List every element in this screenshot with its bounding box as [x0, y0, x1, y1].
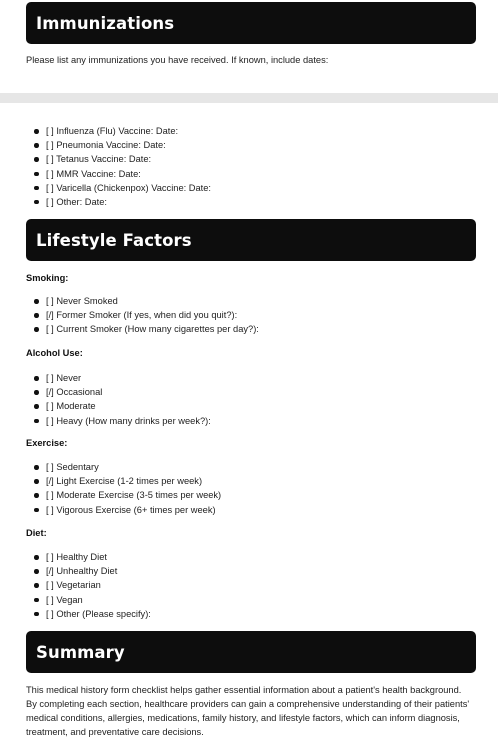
diet-label: Diet: — [26, 528, 47, 538]
list-item: [ ] Sedentary — [26, 460, 221, 474]
immunizations-intro: Please list any immunizations you have received. If known, include dates: — [26, 55, 329, 65]
bullet-icon — [34, 172, 39, 177]
section-header-immunizations — [26, 2, 476, 44]
bullet-icon — [34, 612, 39, 617]
immunizations-list — [26, 124, 211, 209]
section-title: Lifestyle Factors — [36, 230, 192, 250]
bullet-icon — [34, 129, 39, 134]
list-item: [ ] Other (Please specify): — [26, 607, 151, 621]
page-main — [0, 103, 498, 751]
page-break — [0, 93, 498, 103]
exercise-list — [26, 460, 221, 517]
page-top — [0, 0, 498, 93]
bullet-icon — [34, 143, 39, 148]
list-item: [ ] Varicella (Chickenpox) Vaccine: Date: — [26, 181, 211, 195]
list-item: [ ] Never — [26, 371, 211, 385]
list-item: [ ] Moderate Exercise (3-5 times per week) — [26, 488, 221, 502]
summary-text: This medical history form checklist helps gather essential information about a patient's health background. By completing each section, healthcare providers can gain a comprehensive understanding of their patients' medical conditions, allergies, medications, family history, and lifestyle factors, which can inform diagnosis, treatment, and preventative care decisions. — [26, 685, 470, 737]
bullet-icon — [34, 186, 39, 191]
list-item: [/] Light Exercise (1-2 times per week) — [26, 474, 221, 488]
alcohol-list — [26, 371, 211, 428]
list-item: [ ] Current Smoker (How many cigarettes per day?): — [26, 322, 259, 336]
section-header-summary — [26, 631, 476, 673]
bullet-icon — [34, 200, 39, 205]
section-header-lifestyle — [26, 219, 476, 261]
bullet-icon — [34, 479, 39, 484]
list-item: [/] Former Smoker (If yes, when did you quit?): — [26, 308, 259, 322]
list-item: [/] Occasional — [26, 385, 211, 399]
list-item: [ ] Vegetarian — [26, 578, 151, 592]
alcohol-label: Alcohol Use: — [26, 348, 83, 358]
bullet-icon — [34, 157, 39, 162]
bullet-icon — [34, 376, 39, 381]
list-item: [ ] Moderate — [26, 399, 211, 413]
bullet-icon — [34, 313, 39, 318]
bullet-icon — [34, 404, 39, 409]
smoking-label: Smoking: — [26, 273, 69, 283]
bullet-icon — [34, 327, 39, 332]
list-item: [/] Unhealthy Diet — [26, 564, 151, 578]
bullet-icon — [34, 493, 39, 498]
bullet-icon — [34, 465, 39, 470]
list-item: [ ] Vegan — [26, 593, 151, 607]
exercise-label: Exercise: — [26, 438, 68, 448]
list-item: [ ] Never Smoked — [26, 294, 259, 308]
list-item: [ ] MMR Vaccine: Date: — [26, 167, 211, 181]
list-item: [ ] Tetanus Vaccine: Date: — [26, 152, 211, 166]
bullet-icon — [34, 569, 39, 574]
list-item: [ ] Healthy Diet — [26, 550, 151, 564]
list-item: [ ] Other: Date: — [26, 195, 211, 209]
section-title: Immunizations — [36, 13, 175, 33]
bullet-icon — [34, 583, 39, 588]
list-item: [ ] Vigorous Exercise (6+ times per week) — [26, 503, 221, 517]
section-title: Summary — [36, 642, 125, 662]
bullet-icon — [34, 299, 39, 304]
diet-list — [26, 550, 151, 621]
bullet-icon — [34, 390, 39, 395]
list-item: [ ] Influenza (Flu) Vaccine: Date: — [26, 124, 211, 138]
bullet-icon — [34, 419, 39, 424]
bullet-icon — [34, 598, 39, 603]
list-item: [ ] Heavy (How many drinks per week?): — [26, 414, 211, 428]
smoking-list — [26, 294, 259, 337]
list-item: [ ] Pneumonia Vaccine: Date: — [26, 138, 211, 152]
bullet-icon — [34, 508, 39, 513]
bullet-icon — [34, 555, 39, 560]
